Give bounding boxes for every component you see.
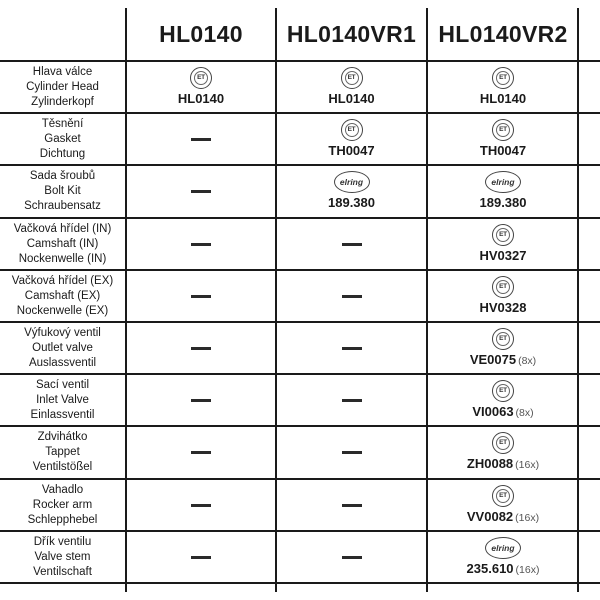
row-label bbox=[0, 480, 125, 530]
not-included-dash bbox=[191, 138, 211, 141]
part-quantity: (16x) bbox=[515, 563, 540, 576]
part-cell bbox=[277, 219, 426, 269]
row-label bbox=[0, 62, 125, 112]
not-included-dash bbox=[191, 243, 211, 246]
part-cell bbox=[277, 323, 426, 373]
row-label-line: Schlepphebel bbox=[27, 513, 98, 526]
row-label-line: Výfukový ventil bbox=[24, 326, 101, 339]
part-cell bbox=[428, 271, 578, 321]
row-label bbox=[0, 166, 125, 216]
et-logo-text: ET bbox=[194, 71, 208, 85]
row-label-line: Tappet bbox=[45, 445, 80, 458]
part-code: HL0140 bbox=[177, 90, 225, 106]
elring-logo-icon: elring bbox=[485, 171, 521, 193]
part-cell bbox=[127, 271, 275, 321]
row-label bbox=[0, 427, 125, 477]
part-quantity: (8x) bbox=[518, 354, 537, 367]
row-label-line: Vačková hřídel (EX) bbox=[11, 274, 114, 287]
part-cell bbox=[277, 480, 426, 530]
row-label bbox=[0, 114, 125, 164]
elring-logo-icon: elring bbox=[334, 171, 370, 193]
not-included-dash bbox=[191, 556, 211, 559]
et-logo-text: ET bbox=[345, 123, 359, 137]
et-logo-icon bbox=[341, 67, 363, 89]
et-logo-text: ET bbox=[496, 228, 510, 242]
part-code: TH0047 bbox=[328, 142, 375, 158]
part-code-line bbox=[328, 194, 375, 212]
row-label bbox=[0, 375, 125, 425]
et-logo-icon bbox=[492, 276, 514, 298]
column-header-hl0140: HL0140 bbox=[159, 20, 243, 47]
row-divider bbox=[0, 582, 600, 584]
et-logo-text: ET bbox=[345, 71, 359, 85]
part-code-line bbox=[472, 403, 533, 421]
part-code: HV0328 bbox=[479, 299, 527, 315]
row-label-line: Rocker arm bbox=[32, 498, 93, 511]
et-logo-text: ET bbox=[496, 436, 510, 450]
row-label-line: Vahadlo bbox=[41, 483, 84, 496]
row-label-line: Schraubensatz bbox=[24, 199, 101, 212]
not-included-dash bbox=[191, 347, 211, 350]
not-included-dash bbox=[342, 347, 362, 350]
et-logo-text: ET bbox=[496, 280, 510, 294]
row-label-line: Hlava válce bbox=[32, 65, 93, 78]
part-code: HV0327 bbox=[479, 247, 527, 263]
row-label-line: Zdvihátko bbox=[37, 430, 88, 443]
part-code: 235.610 bbox=[466, 560, 514, 576]
row-label-line: Nockenwelle (IN) bbox=[18, 252, 107, 265]
et-logo-icon bbox=[492, 380, 514, 402]
part-code-line bbox=[480, 299, 527, 317]
row-label-line: Auslassventil bbox=[28, 356, 97, 369]
part-code-line bbox=[480, 90, 526, 108]
row-label-line: Sada šroubů bbox=[29, 169, 96, 182]
et-logo-icon bbox=[492, 432, 514, 454]
part-cell bbox=[277, 427, 426, 477]
part-cell bbox=[277, 375, 426, 425]
part-code: VE0075 bbox=[469, 351, 517, 367]
row-label-line: Ventilstößel bbox=[32, 460, 93, 473]
part-code: 189.380 bbox=[479, 194, 527, 210]
row-label-line: Ventilschaft bbox=[33, 565, 92, 578]
part-cell bbox=[127, 62, 275, 112]
part-cell bbox=[127, 323, 275, 373]
row-label-line: Camshaft (EX) bbox=[24, 289, 101, 302]
column-header-hl0140vr1: HL0140VR1 bbox=[286, 20, 417, 47]
not-included-dash bbox=[191, 504, 211, 507]
part-code: ZH0088 bbox=[466, 455, 514, 471]
not-included-dash bbox=[191, 399, 211, 402]
et-logo-icon bbox=[492, 67, 514, 89]
part-code-line bbox=[328, 142, 374, 160]
part-cell bbox=[127, 532, 275, 582]
part-cell bbox=[127, 480, 275, 530]
part-code-line bbox=[467, 508, 539, 526]
et-logo-icon bbox=[492, 328, 514, 350]
et-logo-text: ET bbox=[496, 384, 510, 398]
row-label-line: Bolt Kit bbox=[44, 184, 81, 197]
part-code: 189.380 bbox=[328, 194, 375, 210]
part-cell bbox=[127, 219, 275, 269]
part-cell bbox=[277, 114, 426, 164]
part-code: TH0047 bbox=[479, 142, 527, 158]
et-logo-icon bbox=[492, 485, 514, 507]
part-cell bbox=[127, 375, 275, 425]
part-cell bbox=[428, 114, 578, 164]
not-included-dash bbox=[342, 243, 362, 246]
part-code-line bbox=[328, 90, 374, 108]
not-included-dash bbox=[191, 190, 211, 193]
part-code-line bbox=[480, 247, 527, 265]
part-cell bbox=[428, 219, 578, 269]
part-code-line bbox=[480, 142, 526, 160]
part-code-line bbox=[470, 351, 536, 369]
not-included-dash bbox=[342, 399, 362, 402]
part-cell bbox=[428, 166, 578, 216]
part-cell bbox=[127, 114, 275, 164]
part-cell bbox=[127, 166, 275, 216]
part-code: HL0140 bbox=[328, 90, 375, 106]
row-label-line: Těsnění bbox=[41, 117, 84, 130]
part-code-line bbox=[178, 90, 224, 108]
part-code-line bbox=[467, 455, 539, 473]
part-cell bbox=[277, 532, 426, 582]
column-header-hl0140vr2: HL0140VR2 bbox=[438, 20, 568, 47]
et-logo-text: ET bbox=[496, 489, 510, 503]
part-code: VV0082 bbox=[466, 508, 514, 524]
not-included-dash bbox=[191, 295, 211, 298]
not-included-dash bbox=[342, 504, 362, 507]
not-included-dash bbox=[342, 451, 362, 454]
row-label-line: Dřík ventilu bbox=[33, 535, 92, 548]
row-label-line: Inlet Valve bbox=[36, 393, 89, 406]
part-cell bbox=[428, 323, 578, 373]
row-label-line: Gasket bbox=[44, 132, 81, 145]
row-label-line: Camshaft (IN) bbox=[26, 237, 99, 250]
row-label-line: Cylinder Head bbox=[26, 80, 99, 93]
part-cell bbox=[277, 271, 426, 321]
row-label-line: Vačková hřídel (IN) bbox=[13, 222, 112, 235]
row-label-line: Einlassventil bbox=[30, 408, 95, 421]
part-cell bbox=[127, 427, 275, 477]
et-logo-text: ET bbox=[496, 123, 510, 137]
row-label-line: Zylinderkopf bbox=[31, 95, 94, 108]
part-code: VI0063 bbox=[472, 403, 514, 419]
part-cell bbox=[277, 62, 426, 112]
et-logo-icon bbox=[492, 224, 514, 246]
not-included-dash bbox=[191, 451, 211, 454]
row-label-line: Outlet valve bbox=[32, 341, 93, 354]
row-label bbox=[0, 219, 125, 269]
part-quantity: (16x) bbox=[515, 458, 540, 471]
part-code: HL0140 bbox=[479, 90, 527, 106]
not-included-dash bbox=[342, 556, 362, 559]
row-label-line: Nockenwelle (EX) bbox=[16, 304, 109, 317]
row-label-line: Valve stem bbox=[34, 550, 91, 563]
row-label bbox=[0, 271, 125, 321]
part-cell bbox=[428, 532, 578, 582]
part-code-line bbox=[480, 194, 527, 212]
row-label-line: Sací ventil bbox=[35, 378, 90, 391]
elring-logo-icon: elring bbox=[485, 537, 521, 559]
et-logo-icon bbox=[341, 119, 363, 141]
part-cell bbox=[277, 166, 426, 216]
part-cell bbox=[428, 375, 578, 425]
et-logo-icon bbox=[492, 119, 514, 141]
part-cell bbox=[428, 480, 578, 530]
et-logo-text: ET bbox=[496, 332, 510, 346]
part-quantity: (16x) bbox=[515, 511, 540, 524]
part-cell bbox=[428, 427, 578, 477]
et-logo-icon bbox=[190, 67, 212, 89]
et-logo-text: ET bbox=[496, 71, 510, 85]
row-label bbox=[0, 532, 125, 582]
row-label-line: Dichtung bbox=[39, 147, 86, 160]
part-code-line bbox=[467, 560, 540, 578]
part-quantity: (8x) bbox=[515, 406, 534, 419]
not-included-dash bbox=[342, 295, 362, 298]
part-cell bbox=[428, 62, 578, 112]
row-label bbox=[0, 323, 125, 373]
